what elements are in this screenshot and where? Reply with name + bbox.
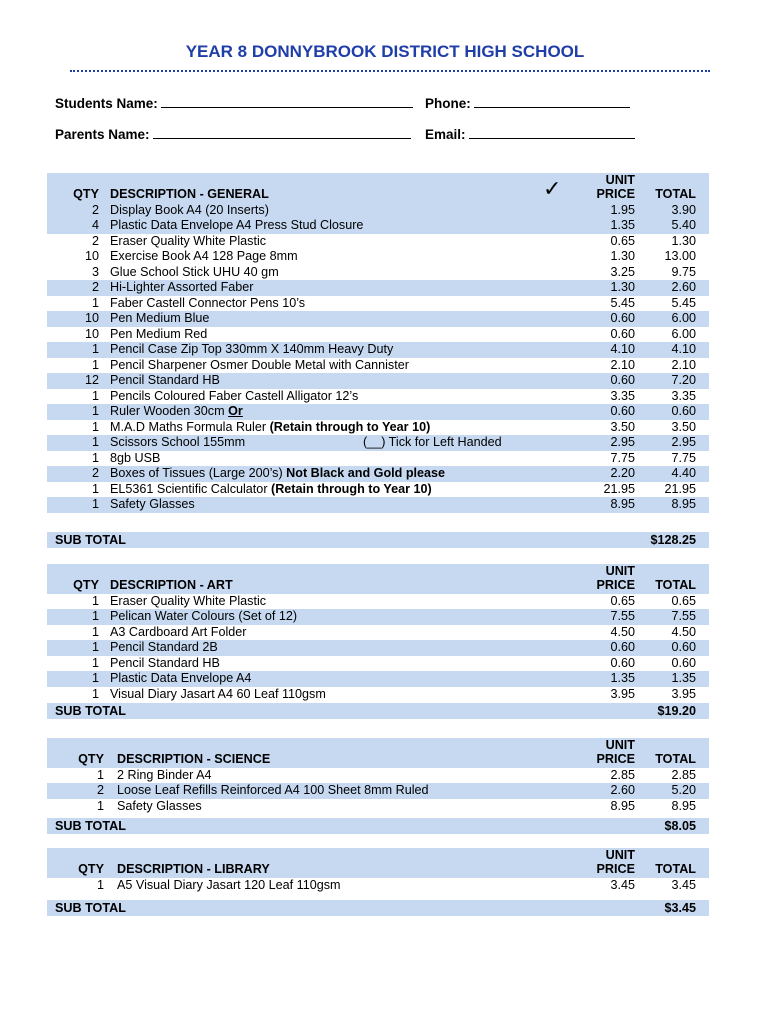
qty-header: QTY	[78, 862, 104, 876]
description-cell	[117, 768, 212, 784]
unit-price-cell: 8.95	[610, 497, 635, 511]
total-cell: 4.50	[671, 624, 696, 639]
table-row	[47, 296, 709, 312]
students-name-label: Students Name:	[55, 96, 158, 111]
description-text: Exercise Book A4 128 Page 8mm	[110, 249, 298, 263]
table-row	[47, 768, 709, 784]
total-cell: 1.30	[671, 233, 696, 248]
description-cell	[110, 358, 409, 374]
unit-price-cell: 0.60	[610, 640, 635, 654]
total-cell: 1.35	[671, 671, 696, 685]
total-cell: 8.95	[671, 497, 696, 511]
description-text: Pencil Standard HB	[110, 655, 220, 670]
science-subtotal-row	[47, 818, 709, 834]
qty-cell: 1	[91, 655, 99, 670]
total-cell: 4.40	[671, 466, 696, 480]
table-row	[47, 451, 709, 467]
qty-cell: 1	[91, 593, 99, 608]
table-row	[47, 594, 709, 610]
qty-cell: 2	[91, 202, 99, 217]
qty-cell: 1	[91, 624, 99, 639]
total-cell: 3.35	[671, 388, 696, 403]
description-text: Glue School Stick UHU 40 gm	[110, 264, 279, 279]
total-cell: 8.95	[671, 798, 696, 813]
qty-cell: 1	[91, 357, 99, 372]
unit-price-cell: 3.45	[610, 877, 635, 892]
description-cell	[110, 234, 266, 250]
total-cell: 9.75	[671, 264, 696, 279]
library-section	[47, 848, 709, 893]
unit-price-cell: 5.45	[610, 295, 635, 310]
qty-cell: 2	[91, 466, 99, 480]
left-handed-tick-option: (__) Tick for Left Handed	[363, 435, 502, 449]
total-cell: 0.60	[671, 655, 696, 670]
total-cell: 0.65	[671, 593, 696, 608]
email-line[interactable]	[469, 126, 635, 139]
students-name-field[interactable]	[55, 95, 413, 111]
art-subtotal-row	[47, 703, 709, 719]
unit-price-cell: 3.50	[610, 419, 635, 434]
table-row	[47, 203, 709, 219]
description-text: Safety Glasses	[110, 497, 195, 511]
description-text: Pencil Case Zip Top 330mm X 140mm Heavy Duty	[110, 342, 394, 356]
description-cell	[110, 327, 207, 343]
description-cell	[110, 687, 326, 703]
description-cell	[110, 435, 245, 451]
qty-cell: 1	[91, 295, 99, 310]
description-cell	[110, 218, 363, 234]
total-cell: 3.45	[671, 877, 696, 892]
table-row	[47, 265, 709, 281]
library-subtotal-value: $3.45	[664, 901, 696, 915]
parents-name-line[interactable]	[153, 126, 411, 139]
description-text: 2 Ring Binder A4	[117, 767, 212, 782]
description-cell	[110, 609, 297, 625]
qty-cell: 1	[91, 388, 99, 403]
science-description-header: DESCRIPTION - SCIENCE	[117, 752, 271, 766]
qty-cell: 1	[91, 450, 99, 465]
qty-cell: 1	[96, 798, 104, 813]
description-text: Hi-Lighter Assorted Faber	[110, 280, 254, 294]
total-cell: 2.10	[671, 357, 696, 372]
parents-name-field[interactable]	[55, 126, 411, 142]
price-header: PRICE	[596, 578, 635, 592]
total-cell: 6.00	[671, 311, 696, 325]
unit-price-cell: 2.20	[610, 466, 635, 480]
description-cell	[117, 799, 202, 815]
art-subtotal-label: SUB TOTAL	[55, 704, 126, 718]
table-row	[47, 656, 709, 672]
description-cell	[110, 249, 298, 265]
qty-cell: 1	[91, 435, 99, 449]
total-cell: 7.55	[671, 609, 696, 623]
total-cell: 3.50	[671, 419, 696, 434]
qty-cell: 1	[91, 609, 99, 623]
qty-cell: 3	[91, 264, 99, 279]
total-cell: 4.10	[671, 342, 696, 356]
unit-price-cell: 0.65	[610, 233, 635, 248]
general-section	[47, 173, 709, 513]
general-subtotal-value: $128.25	[650, 533, 696, 547]
library-subtotal-row	[47, 900, 709, 916]
description-text: Pen Medium Blue	[110, 311, 210, 325]
description-text: Pencils Coloured Faber Castell Alligator 12’s	[110, 388, 359, 403]
table-row	[47, 497, 709, 513]
total-header: TOTAL	[655, 187, 696, 201]
unit-price-cell: 8.95	[610, 798, 635, 813]
total-cell: 2.60	[671, 280, 696, 294]
table-row	[47, 799, 709, 815]
qty-cell: 10	[84, 249, 99, 263]
description-cell	[110, 656, 220, 672]
qty-header: QTY	[73, 578, 99, 592]
table-row	[47, 482, 709, 498]
description-text: EL5361 Scientific Calculator	[110, 481, 272, 496]
qty-cell: 1	[91, 640, 99, 654]
total-cell: 2.95	[671, 435, 696, 449]
description-text: M.A.D Maths Formula Ruler	[110, 419, 270, 434]
price-header: PRICE	[596, 862, 635, 876]
description-text: 8gb USB	[110, 450, 161, 465]
unit-price-cell: 3.35	[610, 388, 635, 403]
price-header: PRICE	[596, 187, 635, 201]
table-row	[47, 878, 709, 894]
table-row	[47, 218, 709, 234]
unit-price-cell: 0.65	[610, 593, 635, 608]
price-header: PRICE	[596, 752, 635, 766]
science-header-row-1	[47, 738, 709, 752]
description-text: A5 Visual Diary Jasart 120 Leaf 110gsm	[117, 877, 341, 892]
library-header-row-1	[47, 848, 709, 862]
description-text: Pelican Water Colours (Set of 12)	[110, 609, 298, 623]
table-row	[47, 280, 709, 296]
unit-price-cell: 1.35	[610, 671, 635, 685]
table-row	[47, 435, 709, 451]
description-text: Boxes of Tissues (Large 200’s)	[110, 466, 287, 480]
total-header: TOTAL	[655, 578, 696, 592]
qty-cell: 1	[91, 342, 99, 356]
art-header-row-2	[47, 578, 709, 594]
description-cell	[110, 497, 195, 513]
dotted-divider	[70, 70, 710, 72]
description-cell	[110, 389, 358, 405]
unit-price-cell: 2.95	[610, 435, 635, 449]
qty-cell: 2	[91, 280, 99, 294]
unit-header: UNIT	[605, 173, 635, 187]
total-cell: 13.00	[664, 249, 696, 263]
qty-cell: 1	[91, 686, 99, 701]
unit-price-cell: 2.10	[610, 357, 635, 372]
table-row	[47, 687, 709, 703]
description-cell	[110, 625, 247, 641]
description-cell	[110, 594, 266, 610]
email-field[interactable]	[425, 126, 635, 142]
phone-field[interactable]	[425, 95, 630, 111]
science-subtotal-label: SUB TOTAL	[55, 819, 126, 833]
description-cell	[110, 466, 445, 482]
students-name-line[interactable]	[161, 95, 413, 108]
description-cell	[110, 373, 220, 389]
phone-label: Phone:	[425, 96, 471, 111]
general-subtotal-label: SUB TOTAL	[55, 533, 126, 547]
unit-price-cell: 0.60	[610, 655, 635, 670]
unit-header: UNIT	[605, 564, 635, 578]
description-cell	[110, 640, 218, 656]
qty-cell: 2	[91, 233, 99, 248]
unit-price-cell: 4.10	[610, 342, 635, 356]
description-text: Pencil Standard 2B	[110, 640, 218, 654]
unit-price-cell: 3.25	[610, 264, 635, 279]
total-cell: 3.90	[671, 202, 696, 217]
qty-cell: 1	[96, 767, 104, 782]
email-label: Email:	[425, 127, 466, 142]
general-description-header: DESCRIPTION - GENERAL	[110, 187, 269, 201]
science-section	[47, 738, 709, 814]
unit-header: UNIT	[605, 738, 635, 752]
description-emphasis: (Retain through to Year 10)	[271, 481, 432, 496]
description-text: Safety Glasses	[117, 798, 202, 813]
total-cell: 0.60	[671, 640, 696, 654]
general-subtotal-row	[47, 532, 709, 548]
table-row	[47, 671, 709, 687]
description-emphasis: Or	[228, 404, 243, 418]
total-cell: 3.95	[671, 686, 696, 701]
total-cell: 21.95	[664, 481, 696, 496]
qty-cell: 2	[96, 783, 104, 797]
art-section	[47, 564, 709, 702]
qty-header: QTY	[78, 752, 104, 766]
art-subtotal-value: $19.20	[657, 704, 696, 718]
unit-header: UNIT	[605, 848, 635, 862]
total-cell: 5.20	[671, 783, 696, 797]
qty-cell: 1	[91, 497, 99, 511]
description-cell	[117, 783, 429, 799]
unit-price-cell: 7.55	[610, 609, 635, 623]
unit-price-cell: 0.60	[610, 373, 635, 387]
unit-price-cell: 7.75	[610, 450, 635, 465]
qty-cell: 1	[96, 877, 104, 892]
table-row	[47, 358, 709, 374]
table-row	[47, 327, 709, 343]
table-row	[47, 389, 709, 405]
qty-cell: 12	[84, 373, 99, 387]
table-row	[47, 373, 709, 389]
general-header-row-1	[47, 173, 709, 187]
unit-price-cell: 1.35	[610, 218, 635, 232]
science-header-row-2	[47, 752, 709, 768]
description-text: Eraser Quality White Plastic	[110, 233, 267, 248]
description-text: Pencil Sharpener Osmer Double Metal with Cannister	[110, 357, 409, 372]
library-description-header: DESCRIPTION - LIBRARY	[117, 862, 270, 876]
page-title: YEAR 8 DONNYBROOK DISTRICT HIGH SCHOOL	[185, 42, 585, 61]
library-header-row-2	[47, 862, 709, 878]
qty-cell: 4	[91, 218, 99, 232]
total-cell: 5.45	[671, 295, 696, 310]
table-row	[47, 783, 709, 799]
unit-price-cell: 2.85	[610, 767, 635, 782]
total-cell: 7.75	[671, 450, 696, 465]
table-row	[47, 404, 709, 420]
description-text: Eraser Quality White Plastic	[110, 593, 267, 608]
total-cell: 7.20	[671, 373, 696, 387]
description-text: Plastic Data Envelope A4 Press Stud Closure	[110, 218, 364, 232]
total-header: TOTAL	[655, 862, 696, 876]
table-row	[47, 249, 709, 265]
unit-price-cell: 0.60	[610, 326, 635, 341]
total-cell: 5.40	[671, 218, 696, 232]
qty-cell: 1	[91, 404, 99, 418]
unit-price-cell: 1.30	[610, 280, 635, 294]
unit-price-cell: 4.50	[610, 624, 635, 639]
qty-header: QTY	[73, 187, 99, 201]
unit-price-cell: 2.60	[610, 783, 635, 797]
total-cell: 6.00	[671, 326, 696, 341]
description-cell	[110, 671, 251, 687]
table-row	[47, 342, 709, 358]
description-cell	[110, 420, 430, 436]
library-subtotal-label: SUB TOTAL	[55, 901, 126, 915]
qty-cell: 10	[84, 311, 99, 325]
description-emphasis: (Retain through to Year 10)	[269, 419, 431, 434]
description-text: Ruler Wooden 30cm	[110, 404, 229, 418]
description-text: A3 Cardboard Art Folder	[110, 624, 247, 639]
table-row	[47, 234, 709, 250]
description-text: Faber Castell Connector Pens 10’s	[110, 295, 306, 310]
description-text: Visual Diary Jasart A4 60 Leaf 110gsm	[110, 686, 326, 701]
description-cell	[110, 296, 305, 312]
checkmark-icon: ✓	[543, 176, 562, 201]
description-cell	[110, 265, 279, 281]
description-cell	[117, 878, 341, 894]
description-cell	[110, 342, 393, 358]
phone-line[interactable]	[474, 95, 630, 108]
description-text: Plastic Data Envelope A4	[110, 671, 252, 685]
description-cell	[110, 404, 243, 420]
total-header: TOTAL	[655, 752, 696, 766]
unit-price-cell: 0.60	[610, 404, 635, 418]
qty-cell: 1	[91, 419, 99, 434]
description-cell	[110, 203, 269, 219]
qty-cell: 1	[91, 481, 99, 496]
description-text: Pencil Standard HB	[110, 373, 220, 387]
description-text: Loose Leaf Refills Reinforced A4 100 Sheet 8mm Ruled	[117, 783, 429, 797]
art-description-header: DESCRIPTION - ART	[110, 578, 233, 592]
description-text: Display Book A4 (20 Inserts)	[110, 202, 269, 217]
unit-price-cell: 1.95	[610, 202, 635, 217]
parents-name-label: Parents Name:	[55, 127, 150, 142]
art-header-row-1	[47, 564, 709, 578]
table-row	[47, 625, 709, 641]
description-cell	[110, 451, 160, 467]
total-cell: 2.85	[671, 767, 696, 782]
description-cell	[110, 482, 432, 498]
description-text: Pen Medium Red	[110, 326, 208, 341]
total-cell: 0.60	[671, 404, 696, 418]
description-emphasis: Not Black and Gold please	[286, 466, 446, 480]
description-text: Scissors School 155mm	[110, 435, 246, 449]
unit-price-cell: 21.95	[603, 481, 635, 496]
table-row	[47, 609, 709, 625]
table-row	[47, 311, 709, 327]
qty-cell: 10	[84, 326, 99, 341]
description-cell	[110, 311, 209, 327]
unit-price-cell: 1.30	[610, 249, 635, 263]
qty-cell: 1	[91, 671, 99, 685]
unit-price-cell: 3.95	[610, 686, 635, 701]
table-row	[47, 466, 709, 482]
unit-price-cell: 0.60	[610, 311, 635, 325]
science-subtotal-value: $8.05	[664, 819, 696, 833]
description-cell	[110, 280, 254, 296]
table-row	[47, 420, 709, 436]
table-row	[47, 640, 709, 656]
